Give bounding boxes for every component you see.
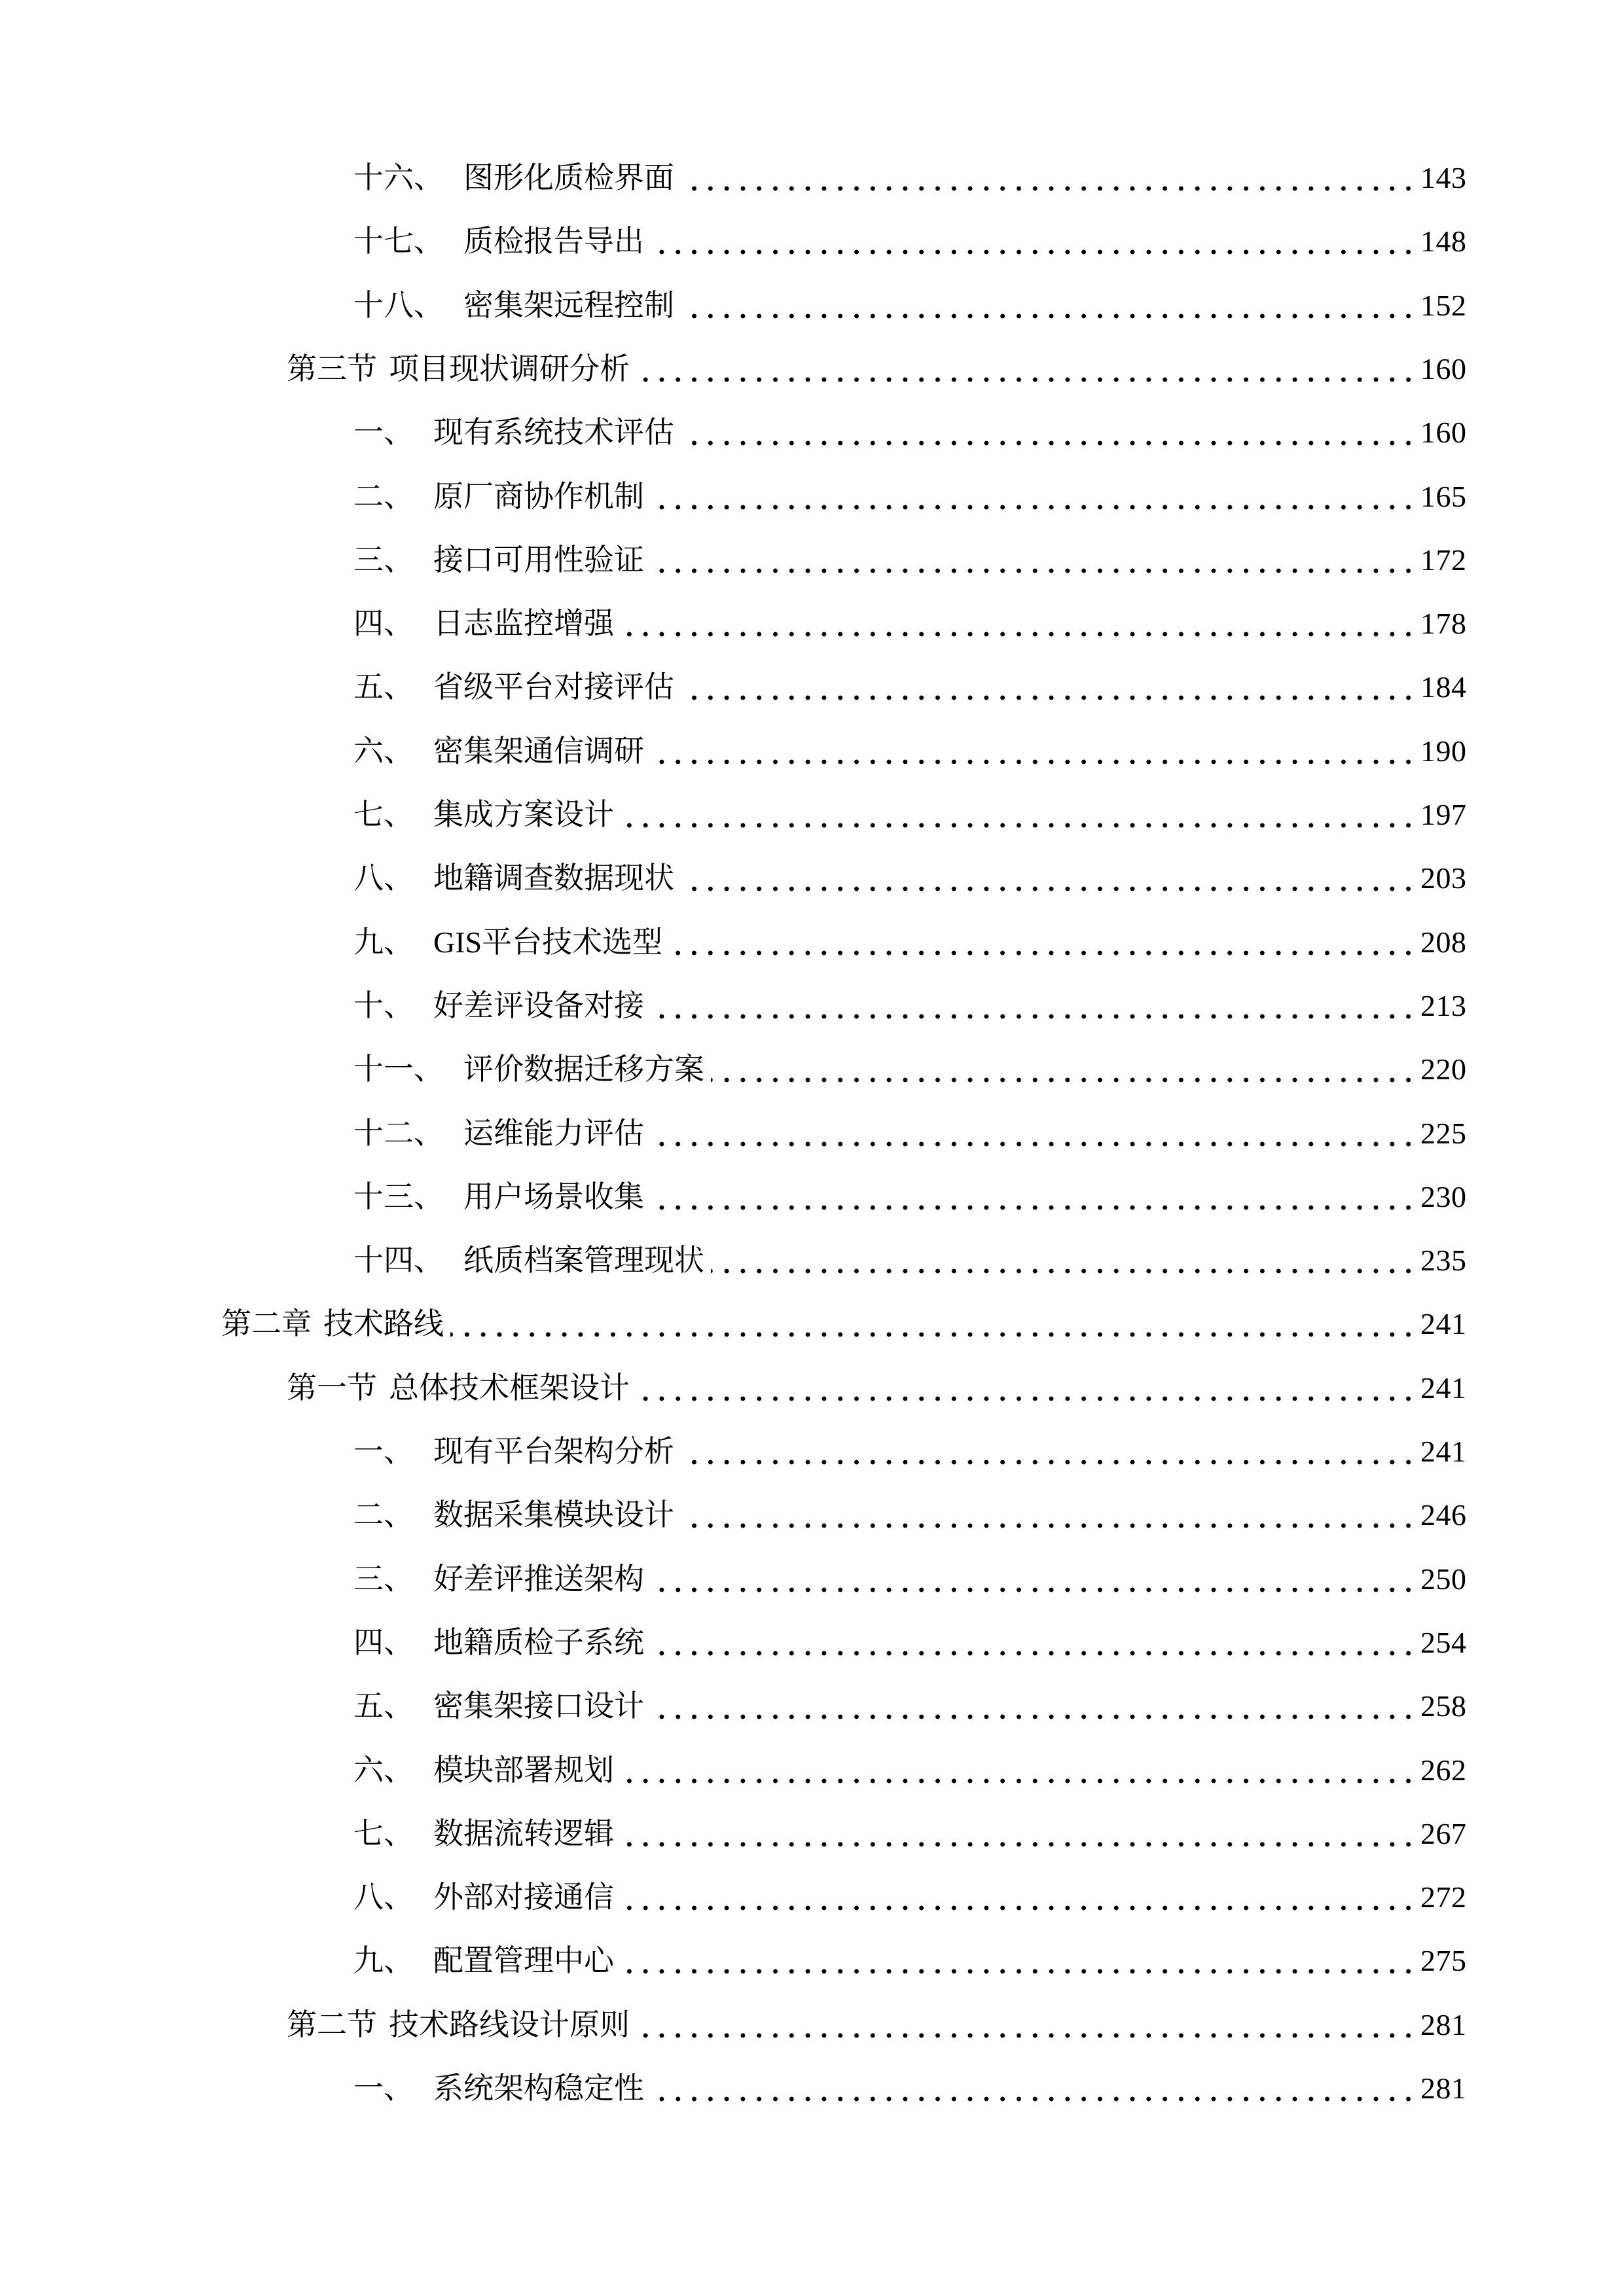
dot-leader bbox=[651, 1689, 1416, 1723]
toc-entry[interactable] bbox=[0, 1557, 1624, 1596]
toc-entry-page: 241 bbox=[1420, 1307, 1467, 1340]
toc-entry-title: 地籍调查数据现状 bbox=[433, 861, 674, 895]
dot-leader bbox=[681, 1435, 1416, 1469]
dot-leader bbox=[450, 1307, 1416, 1341]
toc-entry-title: 模块部署规划 bbox=[433, 1753, 614, 1787]
toc-entry-title: 用户场景收集 bbox=[463, 1180, 644, 1213]
toc-entry-page: 213 bbox=[1420, 989, 1467, 1022]
toc-entry-title: 纸质档案管理现状 bbox=[463, 1244, 704, 1277]
toc-entry-number: 第一节 bbox=[287, 1371, 377, 1405]
toc-entry-number: 第二节 bbox=[287, 2008, 377, 2041]
toc-entry-title: 图形化质检界面 bbox=[463, 161, 674, 194]
toc-entry-number: 十三、 bbox=[353, 1180, 444, 1213]
dot-leader bbox=[621, 798, 1416, 832]
toc-entry-page: 225 bbox=[1420, 1117, 1467, 1150]
toc-entry-number: 一、 bbox=[353, 416, 414, 449]
toc-entry-page: 197 bbox=[1420, 798, 1467, 831]
toc-entry-number: 十七、 bbox=[353, 224, 444, 258]
toc-entry-number: 二、 bbox=[353, 1498, 414, 1532]
toc-entry-number: 二、 bbox=[353, 480, 414, 513]
toc-entry-number: 十、 bbox=[353, 989, 414, 1022]
toc-entry-title: 密集架远程控制 bbox=[463, 289, 674, 322]
toc-entry-number: 一、 bbox=[353, 2072, 414, 2105]
dot-leader bbox=[681, 861, 1416, 895]
toc-entry[interactable] bbox=[0, 920, 1624, 960]
dot-leader bbox=[651, 2072, 1416, 2106]
toc-entry-title: 现有平台架构分析 bbox=[433, 1435, 674, 1468]
toc-entry-title: 项目现状调研分析 bbox=[389, 352, 630, 386]
toc-entry-number: 六、 bbox=[353, 734, 414, 768]
toc-entry[interactable] bbox=[0, 665, 1624, 704]
toc-entry[interactable] bbox=[0, 410, 1624, 450]
toc-entry[interactable] bbox=[0, 347, 1624, 386]
toc-entry-title: 集成方案设计 bbox=[433, 798, 614, 831]
toc-entry[interactable] bbox=[0, 1111, 1624, 1151]
toc-entry-number: 七、 bbox=[353, 1817, 414, 1850]
toc-entry-page: 208 bbox=[1420, 925, 1467, 959]
dot-leader bbox=[669, 925, 1416, 960]
toc-entry-page: 241 bbox=[1420, 1371, 1467, 1405]
toc-entry[interactable] bbox=[0, 1875, 1624, 1914]
toc-entry[interactable] bbox=[0, 2003, 1624, 2042]
dot-leader bbox=[681, 416, 1416, 450]
dot-leader bbox=[621, 1753, 1416, 1787]
toc-entry-page: 262 bbox=[1420, 1753, 1467, 1787]
toc-entry[interactable] bbox=[0, 793, 1624, 832]
toc-entry-title: 评价数据迁移方案 bbox=[463, 1052, 704, 1086]
toc-entry-title: 密集架通信调研 bbox=[433, 734, 644, 768]
toc-entry[interactable] bbox=[0, 984, 1624, 1023]
toc-entry[interactable] bbox=[0, 156, 1624, 195]
toc-entry-number: 六、 bbox=[353, 1753, 414, 1787]
dot-leader bbox=[681, 670, 1416, 704]
toc-entry-page: 267 bbox=[1420, 1817, 1467, 1850]
toc-entry-number: 十八、 bbox=[353, 289, 444, 322]
toc-entry-page: 241 bbox=[1420, 1435, 1467, 1468]
toc-entry[interactable] bbox=[0, 1175, 1624, 1214]
toc-entry-page: 235 bbox=[1420, 1244, 1467, 1277]
dot-leader bbox=[636, 352, 1416, 386]
toc-entry-page: 165 bbox=[1420, 480, 1467, 513]
toc-entry-number: 一、 bbox=[353, 1435, 414, 1468]
toc-entry-title: 外部对接通信 bbox=[433, 1880, 614, 1914]
toc-entry-title: 现有系统技术评估 bbox=[433, 416, 674, 449]
dot-leader bbox=[651, 224, 1416, 259]
toc-entry[interactable] bbox=[0, 219, 1624, 259]
dot-leader bbox=[651, 734, 1416, 768]
dot-leader bbox=[621, 1817, 1416, 1851]
toc-entry-page: 148 bbox=[1420, 224, 1467, 258]
toc-entry[interactable] bbox=[0, 1493, 1624, 1532]
toc-entry-page: 246 bbox=[1420, 1498, 1467, 1532]
toc-entry-title: 系统架构稳定性 bbox=[433, 2072, 644, 2105]
dot-leader bbox=[651, 1562, 1416, 1596]
toc-entry-page: 254 bbox=[1420, 1626, 1467, 1659]
dot-leader bbox=[651, 1117, 1416, 1151]
toc-entry-title: 地籍质检子系统 bbox=[433, 1626, 644, 1659]
toc-entry[interactable] bbox=[0, 729, 1624, 768]
toc-entry-title: GIS平台技术选型 bbox=[433, 925, 663, 959]
toc-entry-page: 220 bbox=[1420, 1052, 1467, 1086]
toc-entry-title: 技术路线设计原则 bbox=[389, 2008, 630, 2041]
toc-entry-number: 五、 bbox=[353, 1689, 414, 1723]
toc-entry-page: 172 bbox=[1420, 543, 1467, 577]
toc-entry-page: 190 bbox=[1420, 734, 1467, 768]
toc-entry[interactable] bbox=[0, 538, 1624, 577]
dot-leader bbox=[711, 1052, 1416, 1086]
toc-entry-number: 八、 bbox=[353, 861, 414, 895]
toc-entry-page: 152 bbox=[1420, 289, 1467, 322]
toc-entry-title: 质检报告导出 bbox=[463, 224, 644, 258]
toc-entry[interactable] bbox=[0, 1302, 1624, 1341]
toc-entry-title: 好差评设备对接 bbox=[433, 989, 644, 1022]
toc-entry-number: 第三节 bbox=[287, 352, 377, 386]
toc-entry-title: 接口可用性验证 bbox=[433, 543, 644, 577]
toc-entry-number: 十一、 bbox=[353, 1052, 444, 1086]
toc-entry-number: 五、 bbox=[353, 670, 414, 704]
toc-entry-page: 272 bbox=[1420, 1880, 1467, 1914]
toc-entry-title: 数据采集模块设计 bbox=[433, 1498, 674, 1532]
toc-entry-title: 原厂商协作机制 bbox=[433, 480, 644, 513]
dot-leader bbox=[621, 607, 1416, 641]
toc-entry-number: 十四、 bbox=[353, 1244, 444, 1277]
toc-entry-title: 总体技术框架设计 bbox=[389, 1371, 630, 1405]
toc-entry-page: 230 bbox=[1420, 1180, 1467, 1213]
toc-entry[interactable] bbox=[0, 1684, 1624, 1723]
toc-entry-page: 275 bbox=[1420, 1944, 1467, 1977]
toc-entry-number: 四、 bbox=[353, 1626, 414, 1659]
toc-entry-page: 160 bbox=[1420, 352, 1467, 386]
toc-entry-title: 密集架接口设计 bbox=[433, 1689, 644, 1723]
toc-entry-number: 第二章 bbox=[221, 1307, 312, 1340]
dot-leader bbox=[621, 1880, 1416, 1914]
toc-entry-page: 178 bbox=[1420, 607, 1467, 640]
dot-leader bbox=[681, 289, 1416, 323]
toc-entry-number: 九、 bbox=[353, 925, 414, 959]
toc-entry-number: 十六、 bbox=[353, 161, 444, 194]
toc-entry-title: 省级平台对接评估 bbox=[433, 670, 674, 704]
dot-leader bbox=[681, 161, 1416, 195]
toc-entry-title: 运维能力评估 bbox=[463, 1117, 644, 1150]
toc-entry[interactable] bbox=[0, 601, 1624, 641]
toc-entry-page: 250 bbox=[1420, 1562, 1467, 1596]
toc-entry[interactable] bbox=[0, 2066, 1624, 2106]
toc-entry-number: 三、 bbox=[353, 1562, 414, 1596]
toc-entry-page: 281 bbox=[1420, 2008, 1467, 2041]
toc-entry-page: 160 bbox=[1420, 416, 1467, 449]
toc-entry[interactable] bbox=[0, 1366, 1624, 1405]
toc-entry-title: 配置管理中心 bbox=[433, 1944, 614, 1977]
toc-entry[interactable] bbox=[0, 1812, 1624, 1851]
dot-leader bbox=[681, 1498, 1416, 1532]
toc-entry-title: 技术路线 bbox=[323, 1307, 444, 1340]
toc-entry-title: 日志监控增强 bbox=[433, 607, 614, 640]
toc-entry-number: 四、 bbox=[353, 607, 414, 640]
toc-entry[interactable] bbox=[0, 283, 1624, 323]
toc-entry[interactable] bbox=[0, 1621, 1624, 1660]
toc-entry-number: 九、 bbox=[353, 1944, 414, 1977]
toc-entry[interactable] bbox=[0, 1748, 1624, 1787]
dot-leader bbox=[711, 1244, 1416, 1278]
dot-leader bbox=[651, 1626, 1416, 1660]
toc-entry[interactable] bbox=[0, 1939, 1624, 1978]
toc-entry[interactable] bbox=[0, 1429, 1624, 1469]
toc-entry[interactable] bbox=[0, 1238, 1624, 1278]
dot-leader bbox=[651, 543, 1416, 577]
toc-entry-page: 258 bbox=[1420, 1689, 1467, 1723]
toc-entry[interactable] bbox=[0, 1047, 1624, 1086]
dot-leader bbox=[651, 989, 1416, 1023]
toc-entry-title: 数据流转逻辑 bbox=[433, 1817, 614, 1850]
toc-entry-page: 143 bbox=[1420, 161, 1467, 194]
toc-entry-title: 好差评推送架构 bbox=[433, 1562, 644, 1596]
dot-leader bbox=[636, 1371, 1416, 1405]
toc-entry-page: 184 bbox=[1420, 670, 1467, 704]
toc-entry-page: 281 bbox=[1420, 2072, 1467, 2105]
dot-leader bbox=[621, 1944, 1416, 1978]
dot-leader bbox=[636, 2008, 1416, 2042]
toc-entry[interactable] bbox=[0, 475, 1624, 514]
toc-entry-number: 三、 bbox=[353, 543, 414, 577]
toc-entry[interactable] bbox=[0, 856, 1624, 895]
toc-entry-number: 八、 bbox=[353, 1880, 414, 1914]
toc-entry-number: 七、 bbox=[353, 798, 414, 831]
dot-leader bbox=[651, 480, 1416, 514]
toc-entry-number: 十二、 bbox=[353, 1117, 444, 1150]
toc-entry-page: 203 bbox=[1420, 861, 1467, 895]
dot-leader bbox=[651, 1180, 1416, 1214]
